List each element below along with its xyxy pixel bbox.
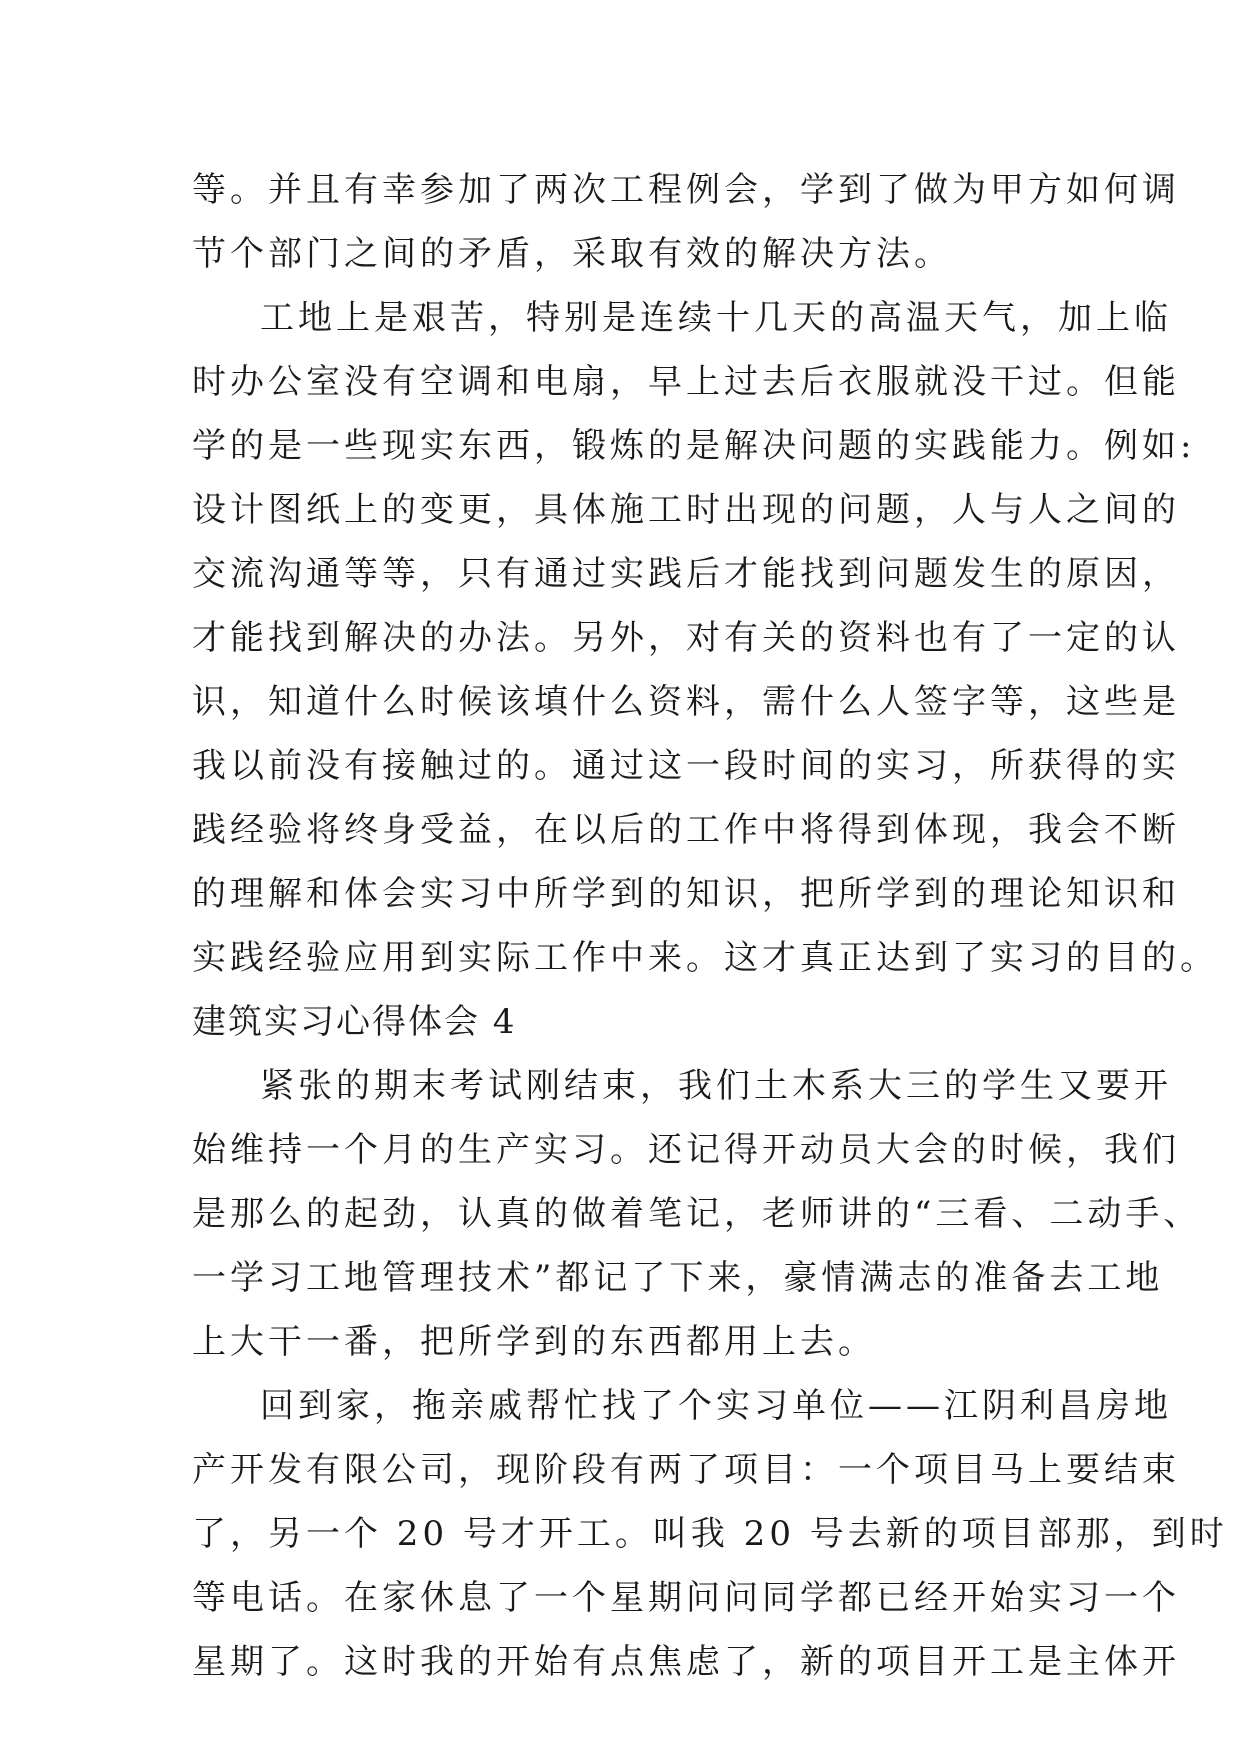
text-line: 学的是一些现实东西，锻炼的是解决问题的实践能力。例如: — [192, 426, 1196, 466]
document-body — [192, 158, 1228, 1694]
text-line: 时办公室没有空调和电扇，早上过去后衣服就没干过。但能 — [192, 362, 1180, 402]
section-heading — [192, 990, 1072, 1054]
text-line: 等。并且有幸参加了两次工程例会，学到了做为甲方如何调 — [192, 170, 1180, 210]
text-line: 交流沟通等等，只有通过实践后才能找到问题发生的原因， — [192, 554, 1180, 594]
paragraph — [192, 1374, 1228, 1694]
text-line: 设计图纸上的变更，具体施工时出现的问题，人与人之间的 — [192, 490, 1180, 530]
text-line: 我以前没有接触过的。通过这一段时间的实习，所获得的实 — [192, 746, 1180, 786]
text-line: 工地上是艰苦，特别是连续十几天的高温天气，加上临 — [260, 298, 1172, 338]
text-line: 践经验将终身受益，在以后的工作中将得到体现，我会不断 — [192, 810, 1180, 850]
text-line: 的理解和体会实习中所学到的知识，把所学到的理论知识和 — [192, 874, 1180, 914]
paragraph — [192, 158, 1180, 286]
text-line: 产开发有限公司，现阶段有两了项目：一个项目马上要结束 — [192, 1450, 1180, 1490]
text-line: 等电话。在家休息了一个星期问问同学都已经开始实习一个 — [192, 1578, 1180, 1618]
text-line: 一学习工地管理技术”都记了下来，豪情满志的准备去工地 — [192, 1258, 1164, 1298]
paragraph — [192, 286, 1218, 990]
text-line: 回到家，拖亲戚帮忙找了个实习单位——江阴利昌房地 — [260, 1386, 1172, 1426]
text-line: 识，知道什么时候该填什么资料，需什么人签字等，这些是 — [192, 682, 1180, 722]
text-line: 才能找到解决的办法。另外，对有关的资料也有了一定的认 — [192, 618, 1180, 658]
text-line: 上大干一番，把所学到的东西都用上去。 — [192, 1322, 876, 1362]
text-line: 紧张的期末考试刚结束，我们土木系大三的学生又要开 — [260, 1066, 1172, 1106]
text-line: 实践经验应用到实际工作中来。这才真正达到了实习的目的。 — [192, 938, 1218, 978]
heading-text: 建筑实习心得体会 4 — [192, 1002, 517, 1042]
paragraph — [192, 1054, 1202, 1374]
text-line: 节个部门之间的矛盾，采取有效的解决方法。 — [192, 234, 952, 274]
text-line: 星期了。这时我的开始有点焦虑了，新的项目开工是主体开 — [192, 1642, 1180, 1682]
text-line: 了，另一个 20 号才开工。叫我 20 号去新的项目部那，到时 — [192, 1514, 1228, 1554]
text-line: 是那么的起劲，认真的做着笔记，老师讲的“三看、二动手、 — [192, 1194, 1202, 1234]
text-line: 始维持一个月的生产实习。还记得开动员大会的时候，我们 — [192, 1130, 1180, 1170]
